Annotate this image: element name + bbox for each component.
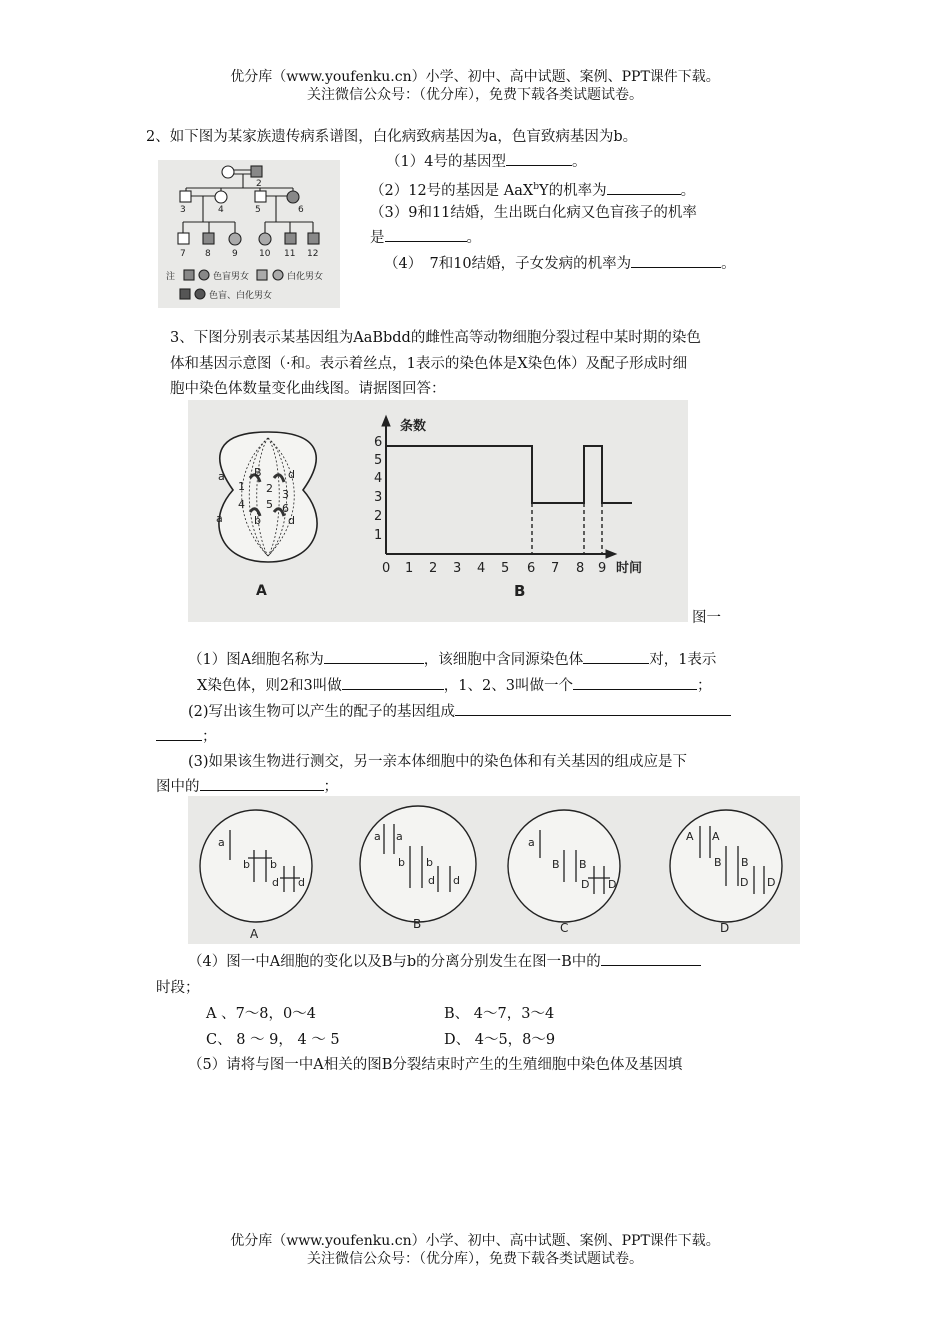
cell-a-gene-3: d (288, 468, 295, 481)
q3-stem-3: 胞中染色体数量变化曲线图。请据图回答： (170, 381, 446, 397)
cell-a-label: A (256, 583, 267, 599)
chart-b-xtick-3: 3 (453, 561, 462, 576)
chart-b-ytick-3: 3 (374, 490, 383, 505)
cell-1-gene-5: d (298, 876, 305, 889)
q3-option-c[interactable]: C、 8 ～ 9， 4 ～ 5 (206, 1032, 340, 1048)
cell-a-num-1: 1 (238, 480, 245, 493)
q2-blank-1[interactable] (506, 151, 572, 166)
q2-blank-4[interactable] (631, 253, 721, 268)
chart-b-ytick-2: 2 (374, 509, 383, 524)
figure-1-cell-a (219, 432, 317, 562)
q3-blank-3[interactable] (342, 675, 444, 690)
pedigree-num-8: 8 (205, 249, 211, 259)
pedigree-legend-albino: 白化男女 (287, 272, 324, 282)
cell-a-gene-6: d (288, 514, 295, 527)
q2-sub-3b: 是 。 (370, 226, 481, 250)
pedigree-num-3: 3 (180, 205, 186, 215)
chart-b-xtick-2: 2 (429, 561, 438, 576)
cell-4-gene-5: D (740, 876, 749, 889)
q2-sub-1: （1）4号的基因型 。 (386, 150, 586, 174)
figure-1 (188, 400, 688, 622)
q3-blank-2[interactable] (583, 649, 649, 664)
q3-part-3-line-1: (3)如果该生物进行测交，另一亲本体细胞中的染色体和有关基因的组成应是下 (188, 754, 688, 770)
footer-line-1: 优分库（www.youfenku.cn）小学、初中、高中试题、案例、PPT课件下载。 (230, 1233, 720, 1249)
cell-1-label: A (250, 927, 259, 941)
cell-2-label: B (413, 917, 422, 931)
cell-3-gene-1: a (528, 836, 535, 849)
q3-part-2-line-1: (2)写出该生物可以产生的配子的基因组成 (188, 700, 731, 724)
q3-part-1-line-2: X染色体，则2和3叫做 ，1、2、3叫做一个 ； (197, 674, 711, 698)
q3-part-4-line-1: （4）图一中A细胞的变化以及B与b的分离分别发生在图一B中的 (188, 950, 701, 974)
cell-1-gene-4: d (272, 876, 279, 889)
cell-2-gene-3: b (398, 856, 405, 869)
chart-b-xtick-7: 7 (551, 561, 560, 576)
cell-a-gene-4: a (216, 512, 223, 525)
cell-4-label: D (720, 921, 730, 935)
cell-4-gene-6: D (767, 876, 776, 889)
cell-3-gene-3: B (579, 858, 587, 871)
cell-a-gene-1: a (218, 470, 225, 483)
cell-2-gene-4: b (426, 856, 433, 869)
chart-b-xtick-5: 5 (501, 561, 510, 576)
pedigree-num-6: 6 (298, 205, 304, 215)
chart-b-ylabel: 条数 (400, 419, 427, 434)
cell-1-gene-3: b (270, 858, 277, 871)
q3-stem-1: 3、下图分别表示某基因组为AaBbdd的雌性高等动物细胞分裂过程中某时期的染色 (170, 330, 701, 346)
cell-3-gene-2: B (552, 858, 560, 871)
q3-stem-2: 体和基因示意图（·和。表示着丝点，1表示的染色体是X染色体）及配子形成时细 (170, 356, 688, 372)
chart-b-ytick-5: 5 (374, 453, 383, 468)
q2-sub-4: （4） 7和10结婚，子女发病的机率为 。 (384, 252, 736, 276)
chart-b-ytick-6: 6 (374, 435, 383, 450)
chart-b-xtick-0: 0 (382, 561, 391, 576)
cell-3-label: C (560, 921, 569, 935)
cell-a-gene-2: B (254, 466, 262, 479)
cell-2-gene-6: d (453, 874, 460, 887)
cell-a-num-4: 4 (238, 498, 245, 511)
cell-3-gene-5: D (608, 878, 617, 891)
pedigree-num-2: 2 (256, 179, 262, 189)
cell-4-gene-3: B (714, 856, 722, 869)
chart-b-ytick-4: 4 (374, 471, 383, 486)
figure-1-caption: 图一 (692, 610, 721, 626)
pedigree-num-11: 11 (284, 249, 296, 259)
cell-a-num-2: 2 (266, 482, 273, 495)
figure-cells (188, 796, 800, 944)
q3-part-3-line-2: 图中的 ； (156, 775, 338, 799)
footer-line-2: 关注微信公众号：（优分库），免费下载各类试题试卷。 (307, 1251, 643, 1267)
q3-option-a[interactable]: A 、7～8，0～4 (206, 1006, 316, 1022)
pedigree-figure (158, 160, 340, 308)
cell-4-gene-2: A (712, 830, 720, 843)
q3-option-d[interactable]: D、 4～5，8～9 (444, 1032, 556, 1048)
q2-blank-2[interactable] (607, 180, 681, 195)
q3-blank-5[interactable] (455, 701, 731, 716)
q2-sub-3a: （3）9和11结婚，生出既白化病又色盲孩子的机率 (370, 205, 697, 221)
chart-b-xtick-6: 6 (527, 561, 536, 576)
pedigree-legend-note: 注 (166, 272, 176, 282)
q3-blank-7[interactable] (601, 951, 701, 966)
pedigree-num-4: 4 (218, 205, 224, 215)
q2-blank-3[interactable] (385, 227, 467, 242)
cell-a-gene-5: b (254, 514, 261, 527)
figure-1-chart-b (382, 416, 632, 558)
pedigree-num-9: 9 (232, 249, 238, 259)
pedigree-num-12: 12 (307, 249, 319, 259)
q3-part-4-line-2: 时段； (156, 980, 200, 996)
chart-b-ytick-1: 1 (374, 528, 383, 543)
chart-b-xtick-1: 1 (405, 561, 414, 576)
q3-blank-6[interactable] (200, 776, 324, 791)
chart-b-xtick-8: 8 (576, 561, 585, 576)
q2-stem: 2、如下图为某家族遗传病系谱图，白化病致病基因为a，色盲致病基因为b。 (146, 129, 638, 145)
q3-blank-5b[interactable] (156, 726, 202, 741)
chart-b-xtick-4: 4 (477, 561, 486, 576)
pedigree-num-5: 5 (255, 205, 261, 215)
q3-blank-4[interactable] (573, 675, 697, 690)
cell-2-gene-1: a (374, 830, 381, 843)
cell-a-num-5: 5 (266, 498, 273, 511)
q3-blank-1[interactable] (324, 649, 424, 664)
q3-part-5: （5）请将与图一中A相关的图B分裂结束时产生的生殖细胞中染色体及基因填 (188, 1057, 683, 1073)
cell-4-gene-4: B (741, 856, 749, 869)
pedigree-num-7: 7 (180, 249, 186, 259)
cell-a-num-6: 6 (282, 502, 289, 515)
q2-sub-2: （2）12号的基因是 AaX$^b$Y的机率为 。 (370, 175, 695, 203)
q3-part-2-line-2: ； (156, 725, 217, 749)
cell-1-gene-1: a (218, 836, 225, 849)
header-line-2: 关注微信公众号：（优分库），免费下载各类试题试卷。 (307, 87, 643, 103)
cell-1-gene-2: b (243, 858, 250, 871)
chart-b-label: B (514, 582, 526, 600)
pedigree-legend-colorblind: 色盲男女 (213, 272, 250, 282)
pedigree-legend-both: 色盲、白化男女 (209, 291, 273, 301)
q3-part-1-line-1: （1）图A细胞名称为 ，该细胞中含同源染色体 对，1表示 (188, 648, 716, 672)
pedigree-num-10: 10 (259, 249, 271, 259)
cell-4-gene-1: A (686, 830, 694, 843)
chart-b-xlabel: 时间 (616, 561, 643, 576)
chart-b-xtick-9: 9 (598, 561, 607, 576)
header-line-1: 优分库（www.youfenku.cn）小学、初中、高中试题、案例、PPT课件下载。 (230, 69, 720, 85)
q3-option-b[interactable]: B、 4～7，3～4 (444, 1006, 555, 1022)
cell-2-gene-5: d (428, 874, 435, 887)
cell-a-num-3: 3 (282, 488, 289, 501)
cell-2-gene-2: a (396, 830, 403, 843)
cell-3-gene-4: D (581, 878, 590, 891)
